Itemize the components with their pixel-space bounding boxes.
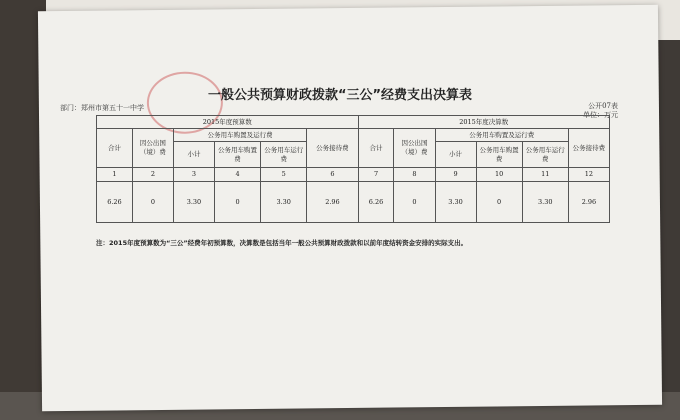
unit-label: 单位：万元 <box>583 111 618 119</box>
value-cell: 3.30 <box>261 182 307 223</box>
header-subtotal: 小计 <box>173 142 214 168</box>
column-number: 12 <box>568 168 609 182</box>
header-subtotal: 小计 <box>435 142 476 168</box>
header-vehicle-purchase: 公务用车购置费 <box>476 142 522 168</box>
column-number: 11 <box>522 168 568 182</box>
header-reception: 公务接待费 <box>568 129 609 168</box>
header-vehicle-group: 公务用车购置及运行费 <box>435 129 568 142</box>
header-reception: 公务接待费 <box>307 129 358 168</box>
header-abroad: 因公出国（境）费 <box>132 129 173 168</box>
value-cell: 3.30 <box>173 182 214 223</box>
column-number: 3 <box>173 168 214 182</box>
column-number: 8 <box>394 168 435 182</box>
final-group-header: 2015年度决算数 <box>358 116 609 129</box>
value-cell: 0 <box>214 182 260 223</box>
column-number: 10 <box>476 168 522 182</box>
header-abroad: 因公出国（境）费 <box>394 129 435 168</box>
value-cell: 2.96 <box>307 182 358 223</box>
header-vehicle-group: 公务用车购置及运行费 <box>173 129 306 142</box>
column-number: 5 <box>261 168 307 182</box>
value-cell: 3.30 <box>522 182 568 223</box>
expense-table <box>96 115 610 223</box>
department-label: 部门： <box>60 104 81 112</box>
header-vehicle-operation: 公务用车运行费 <box>261 142 307 168</box>
column-number: 7 <box>358 168 394 182</box>
column-number: 2 <box>132 168 173 182</box>
document-title: 一般公共预算财政拨款“三公”经费支出决算表 <box>207 88 473 103</box>
department-line <box>60 103 144 113</box>
header-total: 合计 <box>358 129 394 168</box>
value-cell: 6.26 <box>358 182 394 223</box>
column-number: 1 <box>97 168 133 182</box>
column-number: 6 <box>307 168 358 182</box>
value-cell: 0 <box>476 182 522 223</box>
value-cell: 0 <box>394 182 435 223</box>
header-vehicle-purchase: 公务用车购置费 <box>214 142 260 168</box>
value-cell: 2.96 <box>568 182 609 223</box>
footnote: 注：2015年度预算数为“三公”经费年初预算数，决算数是包括当年一般公共预算财政拨款和以前年度结转资金安排的实际支出。 <box>96 239 468 247</box>
department-name: 郑州市第五十一中学 <box>81 104 144 112</box>
header-vehicle-operation: 公务用车运行费 <box>522 142 568 168</box>
value-cell: 0 <box>132 182 173 223</box>
header-total: 合计 <box>97 129 133 168</box>
budget-group-header: 2015年度预算数 <box>97 116 359 129</box>
column-number: 9 <box>435 168 476 182</box>
value-cell: 6.26 <box>97 182 133 223</box>
column-number: 4 <box>214 168 260 182</box>
form-code: 公开07表 <box>588 102 618 110</box>
value-cell: 3.30 <box>435 182 476 223</box>
